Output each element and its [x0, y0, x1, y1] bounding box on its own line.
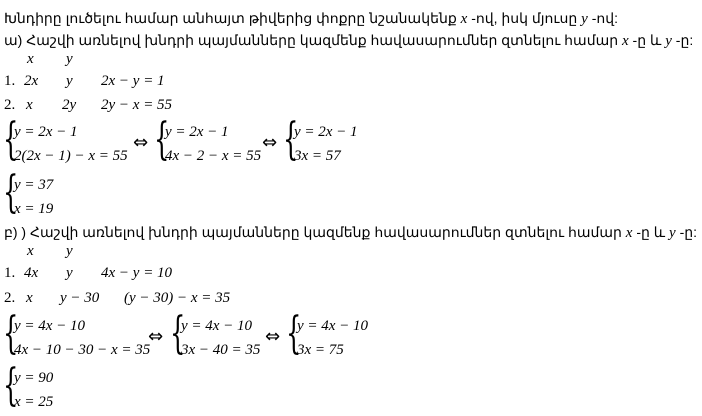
- part-a-sys2-line2: 4x − 2 − x = 55: [165, 148, 262, 164]
- part-b-sys3-brace: {: [286, 308, 302, 359]
- part-a-sys2-line1: y = 2x − 1: [165, 124, 229, 140]
- part-b-sys4-line2: x = 25: [14, 394, 54, 410]
- part-b-row2-a: x: [26, 290, 33, 306]
- part-a-row1-b: y: [66, 73, 73, 89]
- part-b-row1-b: y: [66, 265, 73, 281]
- part-a-row1-eq: 2x − y = 1: [101, 73, 165, 89]
- part-a-col-x: x: [27, 51, 34, 67]
- intro-var-x: x: [460, 11, 468, 27]
- intro-end: -ով:: [591, 10, 619, 26]
- part-a-var-y: y: [665, 33, 672, 49]
- part-a-sys1-brace: {: [3, 114, 19, 165]
- part-a-var-x: x: [621, 33, 629, 49]
- part-a-row1-a: 2x: [24, 73, 39, 89]
- part-b-sys2-brace: {: [170, 308, 186, 359]
- part-a-col-y: y: [66, 51, 73, 67]
- part-b-equiv-arrow-1: ⇔: [148, 326, 164, 347]
- part-b-var-x: x: [625, 225, 633, 241]
- part-a-row1-num: 1.: [4, 73, 16, 89]
- part-a-sep2: -ը:: [675, 32, 694, 48]
- part-b-row2-num: 2.: [4, 290, 16, 306]
- part-a-sys4-line1: y = 37: [14, 177, 54, 193]
- part-b-sep2: -ը:: [679, 224, 698, 240]
- part-a-sys3-line1: y = 2x − 1: [294, 124, 358, 140]
- intro-mid: -ով, իսկ մյուսը: [471, 10, 578, 26]
- part-b-row2-b: y − 30: [60, 290, 100, 306]
- intro-var-y: y: [581, 11, 588, 27]
- part-b-var-y: y: [669, 225, 676, 241]
- part-b-col-x: x: [27, 243, 34, 259]
- part-b-equiv-arrow-2: ⇔: [265, 326, 281, 347]
- part-b-sys1-line1: y = 4x − 10: [14, 318, 86, 334]
- part-b-row1-a: 4x: [24, 265, 39, 281]
- part-a-sys1-line2: 2(2x − 1) − x = 55: [14, 148, 128, 164]
- part-b-row2-eq: (y − 30) − x = 35: [124, 290, 231, 306]
- part-a-equiv-arrow-1: ⇔: [133, 132, 149, 153]
- part-b-sys4-line1: y = 90: [14, 370, 54, 386]
- part-b-sep1: -ը և: [636, 224, 666, 240]
- part-a-sys1-line1: y = 2x − 1: [14, 124, 78, 140]
- part-b-row1-num: 1.: [4, 265, 16, 281]
- intro-line: [4, 10, 618, 27]
- part-a-sys3-brace: {: [283, 114, 299, 165]
- part-b-header: [4, 224, 697, 241]
- part-b-sys2-line1: y = 4x − 10: [181, 318, 253, 334]
- part-a-sys3-line2: 3x = 57: [294, 148, 341, 164]
- part-b-row1-eq: 4x − y = 10: [101, 265, 173, 281]
- part-a-header: [4, 32, 693, 49]
- part-a-row2-a: x: [26, 97, 33, 113]
- part-a-row2-num: 2.: [4, 97, 16, 113]
- part-b-label: բ) ) Հաշվի առնելով խնդրի պայմանները կազմենք հավասարումներ զտնելու համար: [4, 224, 622, 240]
- part-b-sys1-brace: {: [3, 308, 19, 359]
- part-a-row2-b: 2y: [62, 97, 77, 113]
- part-a-sep1: -ը և: [632, 32, 662, 48]
- part-b-sys1-line2: 4x − 10 − 30 − x = 35: [14, 342, 151, 358]
- part-a-row2-eq: 2y − x = 55: [101, 97, 173, 113]
- part-b-sys2-line2: 3x − 40 = 35: [181, 342, 261, 358]
- part-b-col-y: y: [66, 243, 73, 259]
- part-b-sys3-line2: 3x = 75: [297, 342, 344, 358]
- intro-text: Խնդիրը լուծելու համար անհայտ թիվերից փոքրը նշանակենք: [4, 10, 457, 26]
- part-b-sys4-brace: {: [3, 360, 19, 411]
- part-a-sys2-brace: {: [154, 114, 170, 165]
- part-b-sys3-line1: y = 4x − 10: [297, 318, 369, 334]
- part-a-equiv-arrow-2: ⇔: [262, 132, 278, 153]
- part-a-sys4-line2: x = 19: [14, 201, 54, 217]
- part-a-sys4-brace: {: [3, 167, 19, 218]
- part-a-label: ա) Հաշվի առնելով խնդրի պայմանները կազմենք հավասարումներ զտնելու համար: [4, 32, 619, 48]
